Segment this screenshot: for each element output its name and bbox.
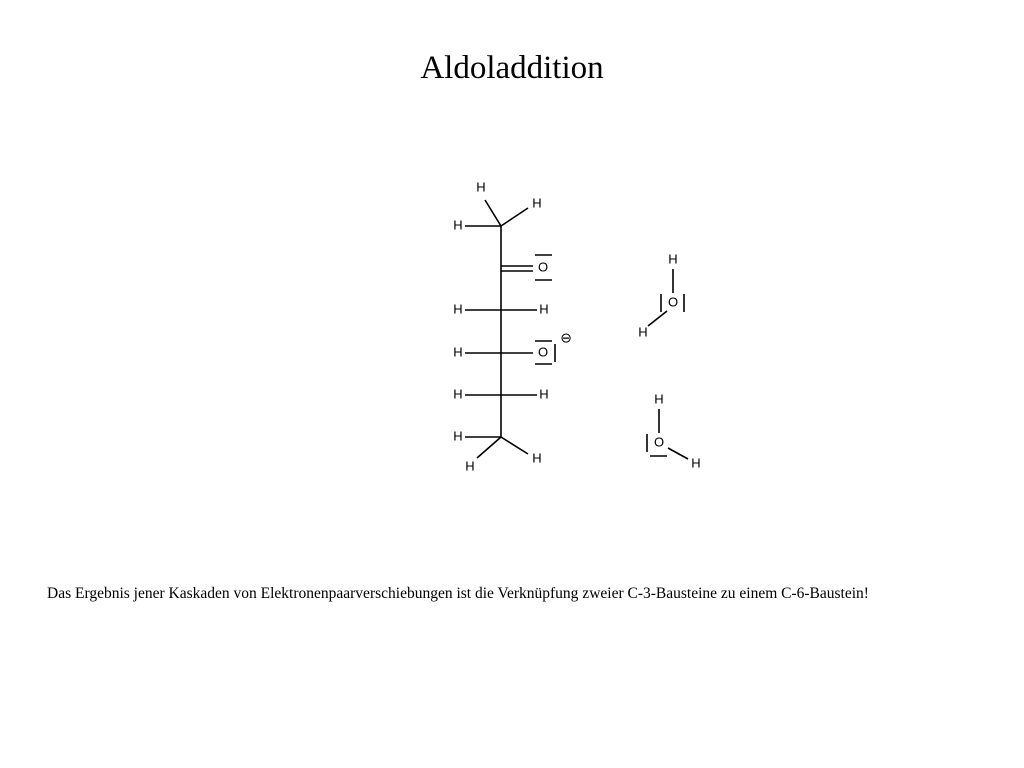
atom-o: O bbox=[653, 434, 665, 450]
atom-h: H bbox=[476, 179, 486, 195]
bond-o-h bbox=[648, 311, 667, 326]
atom-h: H bbox=[654, 391, 664, 407]
bond-c1-h-up bbox=[485, 200, 501, 226]
bond-c6-h-right bbox=[501, 437, 528, 454]
atom-h: H bbox=[453, 386, 463, 402]
atom-h: H bbox=[453, 301, 463, 317]
atom-o-carbonyl: O bbox=[537, 259, 549, 275]
bond-c1-h-right bbox=[501, 208, 528, 226]
atom-h: H bbox=[539, 301, 549, 317]
aldol-molecule bbox=[453, 179, 572, 473]
water-molecule-top bbox=[638, 251, 684, 339]
negative-charge-icon: ⊖ bbox=[560, 329, 572, 346]
bond-c6-h-down bbox=[477, 437, 501, 458]
atom-h: H bbox=[465, 458, 475, 474]
atom-h: H bbox=[453, 217, 463, 233]
atom-h: H bbox=[539, 386, 549, 402]
atom-h: H bbox=[532, 195, 542, 211]
atom-h: H bbox=[453, 428, 463, 444]
atom-h: H bbox=[453, 344, 463, 360]
atom-h: H bbox=[691, 455, 701, 471]
atom-h: H bbox=[638, 324, 648, 340]
water-molecule-bottom bbox=[647, 391, 701, 470]
atom-h: H bbox=[668, 251, 678, 267]
bond-o-h bbox=[668, 448, 688, 459]
page-title: Aldoladdition bbox=[420, 50, 604, 86]
caption-text: Das Ergebnis jener Kaskaden von Elektronenpaarverschiebungen ist die Verknüpfung zweier C-3-Bausteine zu einem C-6-Baustein! bbox=[47, 585, 869, 602]
atom-o-alkoxide: O bbox=[537, 344, 549, 360]
atom-h: H bbox=[532, 450, 542, 466]
atom-o: O bbox=[667, 294, 679, 310]
